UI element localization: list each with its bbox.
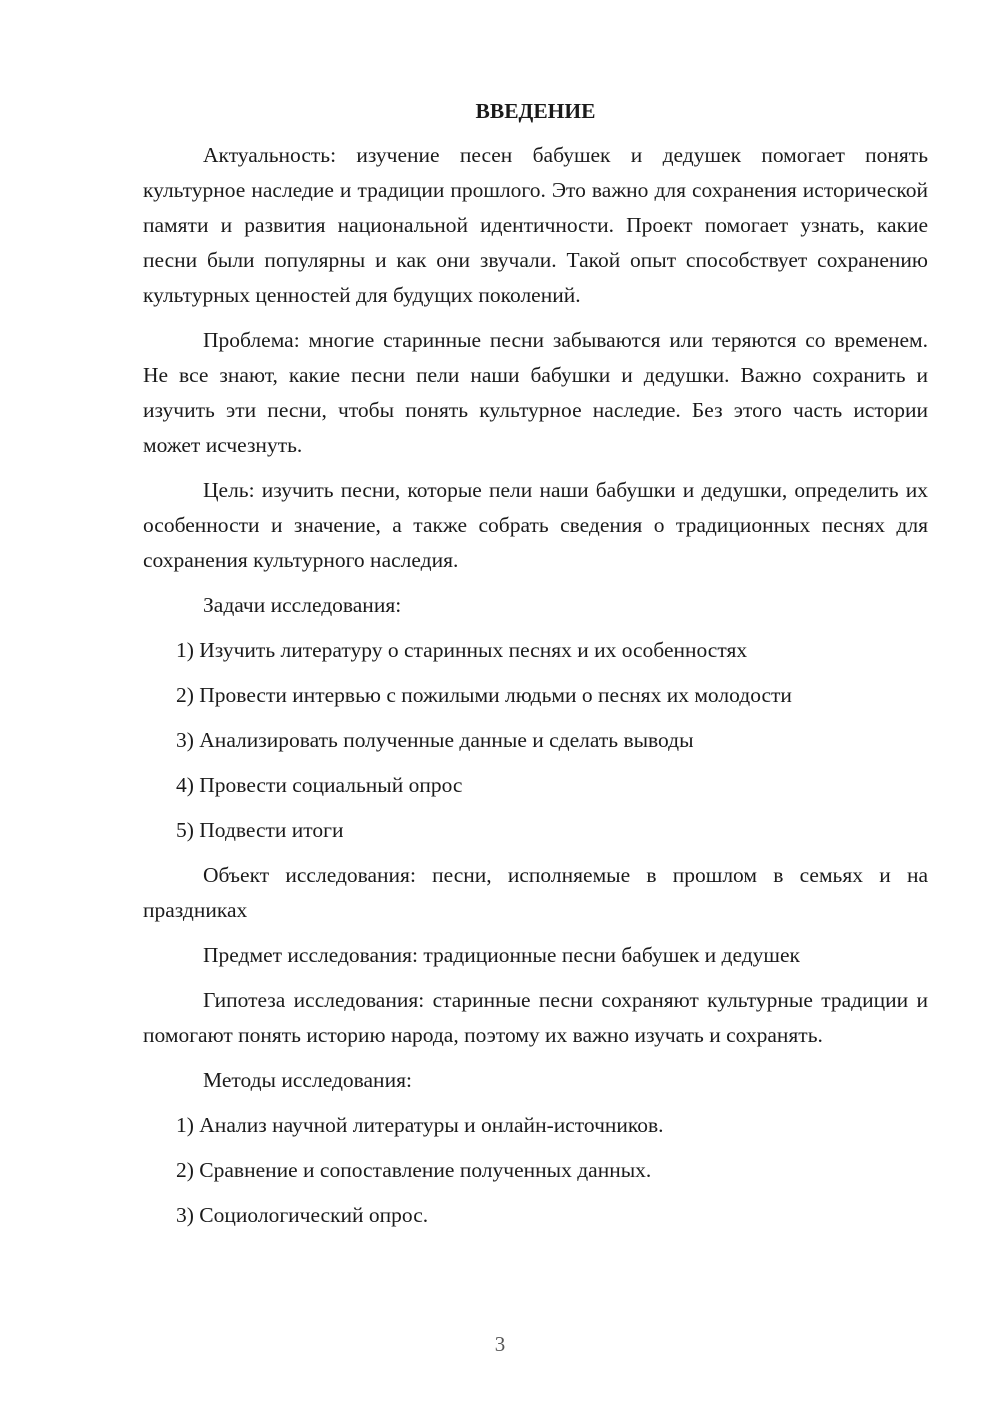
task-item: 1) Изучить литературу о старинных песнях и их особенностях [176, 638, 748, 662]
task-item: 3) Анализировать полученные данные и сделать выводы [176, 728, 694, 752]
method-item: 3) Социологический опрос. [176, 1203, 429, 1227]
task-item: 4) Провести социальный опрос [176, 773, 463, 797]
object-paragraph: Объект исследования: песни, исполняемые в прошлом в семьях и на праздниках [143, 863, 928, 922]
subject-paragraph: Предмет исследования: традиционные песни бабушек и дедушек [203, 943, 800, 967]
methods-title: Методы исследования: [203, 1068, 412, 1092]
hypothesis-paragraph: Гипотеза исследования: старинные песни сохраняют культурные традиции и помогают понять историю народа, поэтому их важно изучать и сохранять. [143, 988, 928, 1047]
tasks-title: Задачи исследования: [203, 593, 402, 617]
method-item: 1) Анализ научной литературы и онлайн-источников. [176, 1113, 664, 1137]
problem-paragraph: Проблема: многие старинные песни забываются или теряются со временем. Не все знают, какие песни пели наши бабушки и дедушки. Важно сохранить и изучить эти песни, чтобы понять культурное наследие. Без этого часть истории может исчезнуть. [143, 328, 928, 457]
goal-paragraph: Цель: изучить песни, которые пели наши бабушки и дедушки, определить их особенности и значение, а также собрать сведения о традиционных песнях для сохранения культурного наследия. [143, 478, 928, 572]
page-number: 3 [494, 1332, 506, 1356]
document-page [143, 96, 928, 1243]
section-heading: ВВЕДЕНИЕ [475, 99, 596, 123]
method-item: 2) Сравнение и сопоставление полученных данных. [176, 1158, 652, 1182]
task-item: 5) Подвести итоги [176, 818, 344, 842]
task-item: 2) Провести интервью с пожилыми людьми о песнях их молодости [176, 683, 792, 707]
relevance-paragraph: Актуальность: изучение песен бабушек и дедушек помогает понять культурное наследие и традиции прошлого. Это важно для сохранения исторической памяти и развития национальной идентичности. Проект помогает узнать, какие песни были популярны и как они звучали. Такой опыт способствует сохранению культурных ценностей для будущих поколений. [143, 143, 928, 307]
